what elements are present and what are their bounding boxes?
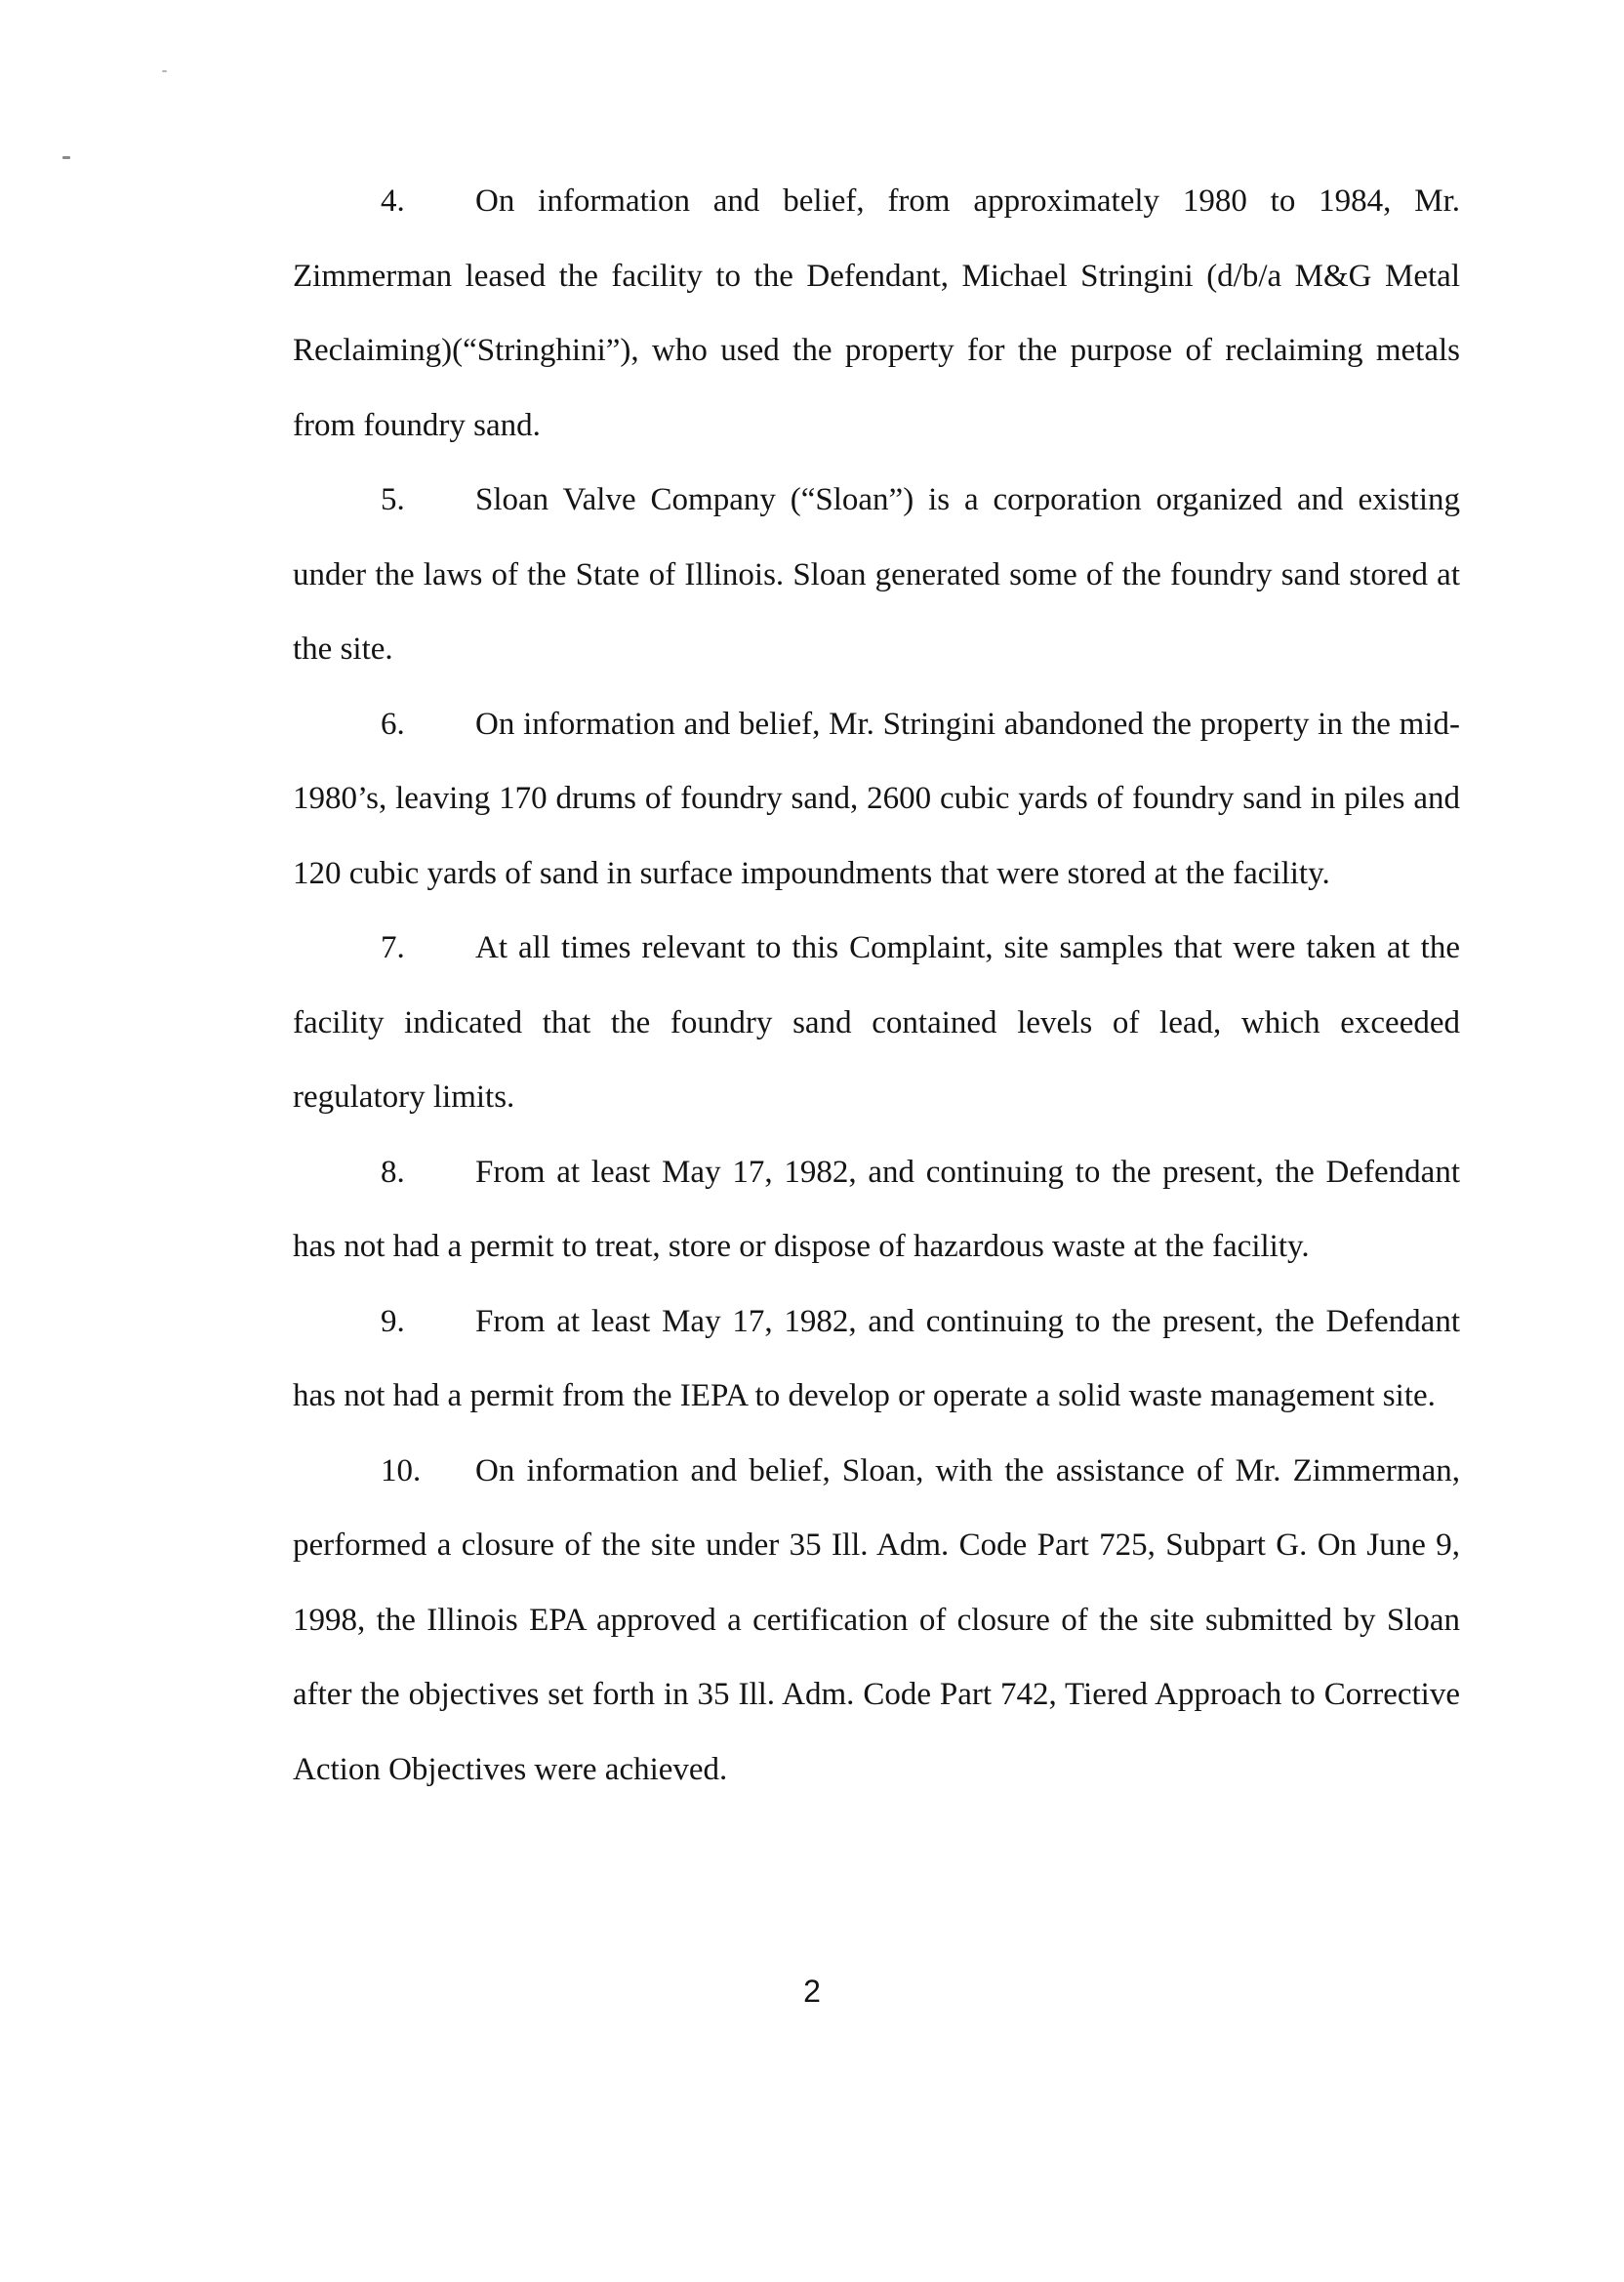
- paragraph-number: 10.: [381, 1452, 422, 1488]
- paragraph-number: 5.: [381, 482, 405, 517]
- paragraph-number: 7.: [381, 930, 405, 965]
- paragraph-number: 8.: [381, 1154, 405, 1190]
- scan-speck: [62, 156, 70, 159]
- page-number: 2: [803, 1974, 821, 2009]
- paragraph-text: From at least May 17, 1982, and continuing to the present, the Defendant has not had a permit to treat, store or dispose of hazardous waste at the facility.: [293, 1154, 1460, 1264]
- paragraph-text: Sloan Valve Company (“Sloan”) is a corporation organized and existing under the laws of the State of Illinois. Sloan generated some of the foundry sand stored at the site.: [293, 482, 1460, 667]
- paragraph-9: [293, 1284, 1460, 1434]
- paragraph-text: On information and belief, from approximately 1980 to 1984, Mr. Zimmerman leased the facility to the Defendant, Michael Stringini (d/b/a M&G Metal Reclaiming)(“Stringhini”), who used the property for the purpose of reclaiming metals from foundry sand.: [293, 183, 1460, 443]
- paragraph-8: [293, 1135, 1460, 1284]
- paragraph-text: At all times relevant to this Complaint, site samples that were taken at the facility indicated that the foundry sand contained levels of lead, which exceeded regulatory limits.: [293, 930, 1460, 1115]
- scan-speck: [162, 70, 167, 72]
- paragraph-6: [293, 687, 1460, 912]
- paragraph-number: 6.: [381, 706, 405, 742]
- paragraph-text: On information and belief, Sloan, with the assistance of Mr. Zimmerman, performed a closure of the site under 35 Ill. Adm. Code Part 725, Subpart G. On June 9, 1998, the Illinois EPA approved a certification of closure of the site submitted by Sloan after the objectives set forth in 35 Ill. Adm. Code Part 742, Tiered Approach to Corrective Action Objectives were achieved.: [293, 1452, 1460, 1787]
- paragraph-5: [293, 463, 1460, 687]
- paragraph-7: [293, 911, 1460, 1135]
- paragraph-number: 4.: [381, 183, 405, 219]
- paragraph-text: From at least May 17, 1982, and continuing to the present, the Defendant has not had a permit from the IEPA to develop or operate a solid waste management site.: [293, 1303, 1460, 1413]
- paragraph-text: On information and belief, Mr. Stringini abandoned the property in the mid-1980’s, leaving 170 drums of foundry sand, 2600 cubic yards of foundry sand in piles and 120 cubic yards of sand in surface impoundments that were stored at the facility.: [293, 706, 1460, 891]
- document-body: [293, 164, 1460, 1807]
- paragraph-number: 9.: [381, 1303, 405, 1339]
- paragraph-4: [293, 164, 1460, 463]
- paragraph-10: [293, 1434, 1460, 1808]
